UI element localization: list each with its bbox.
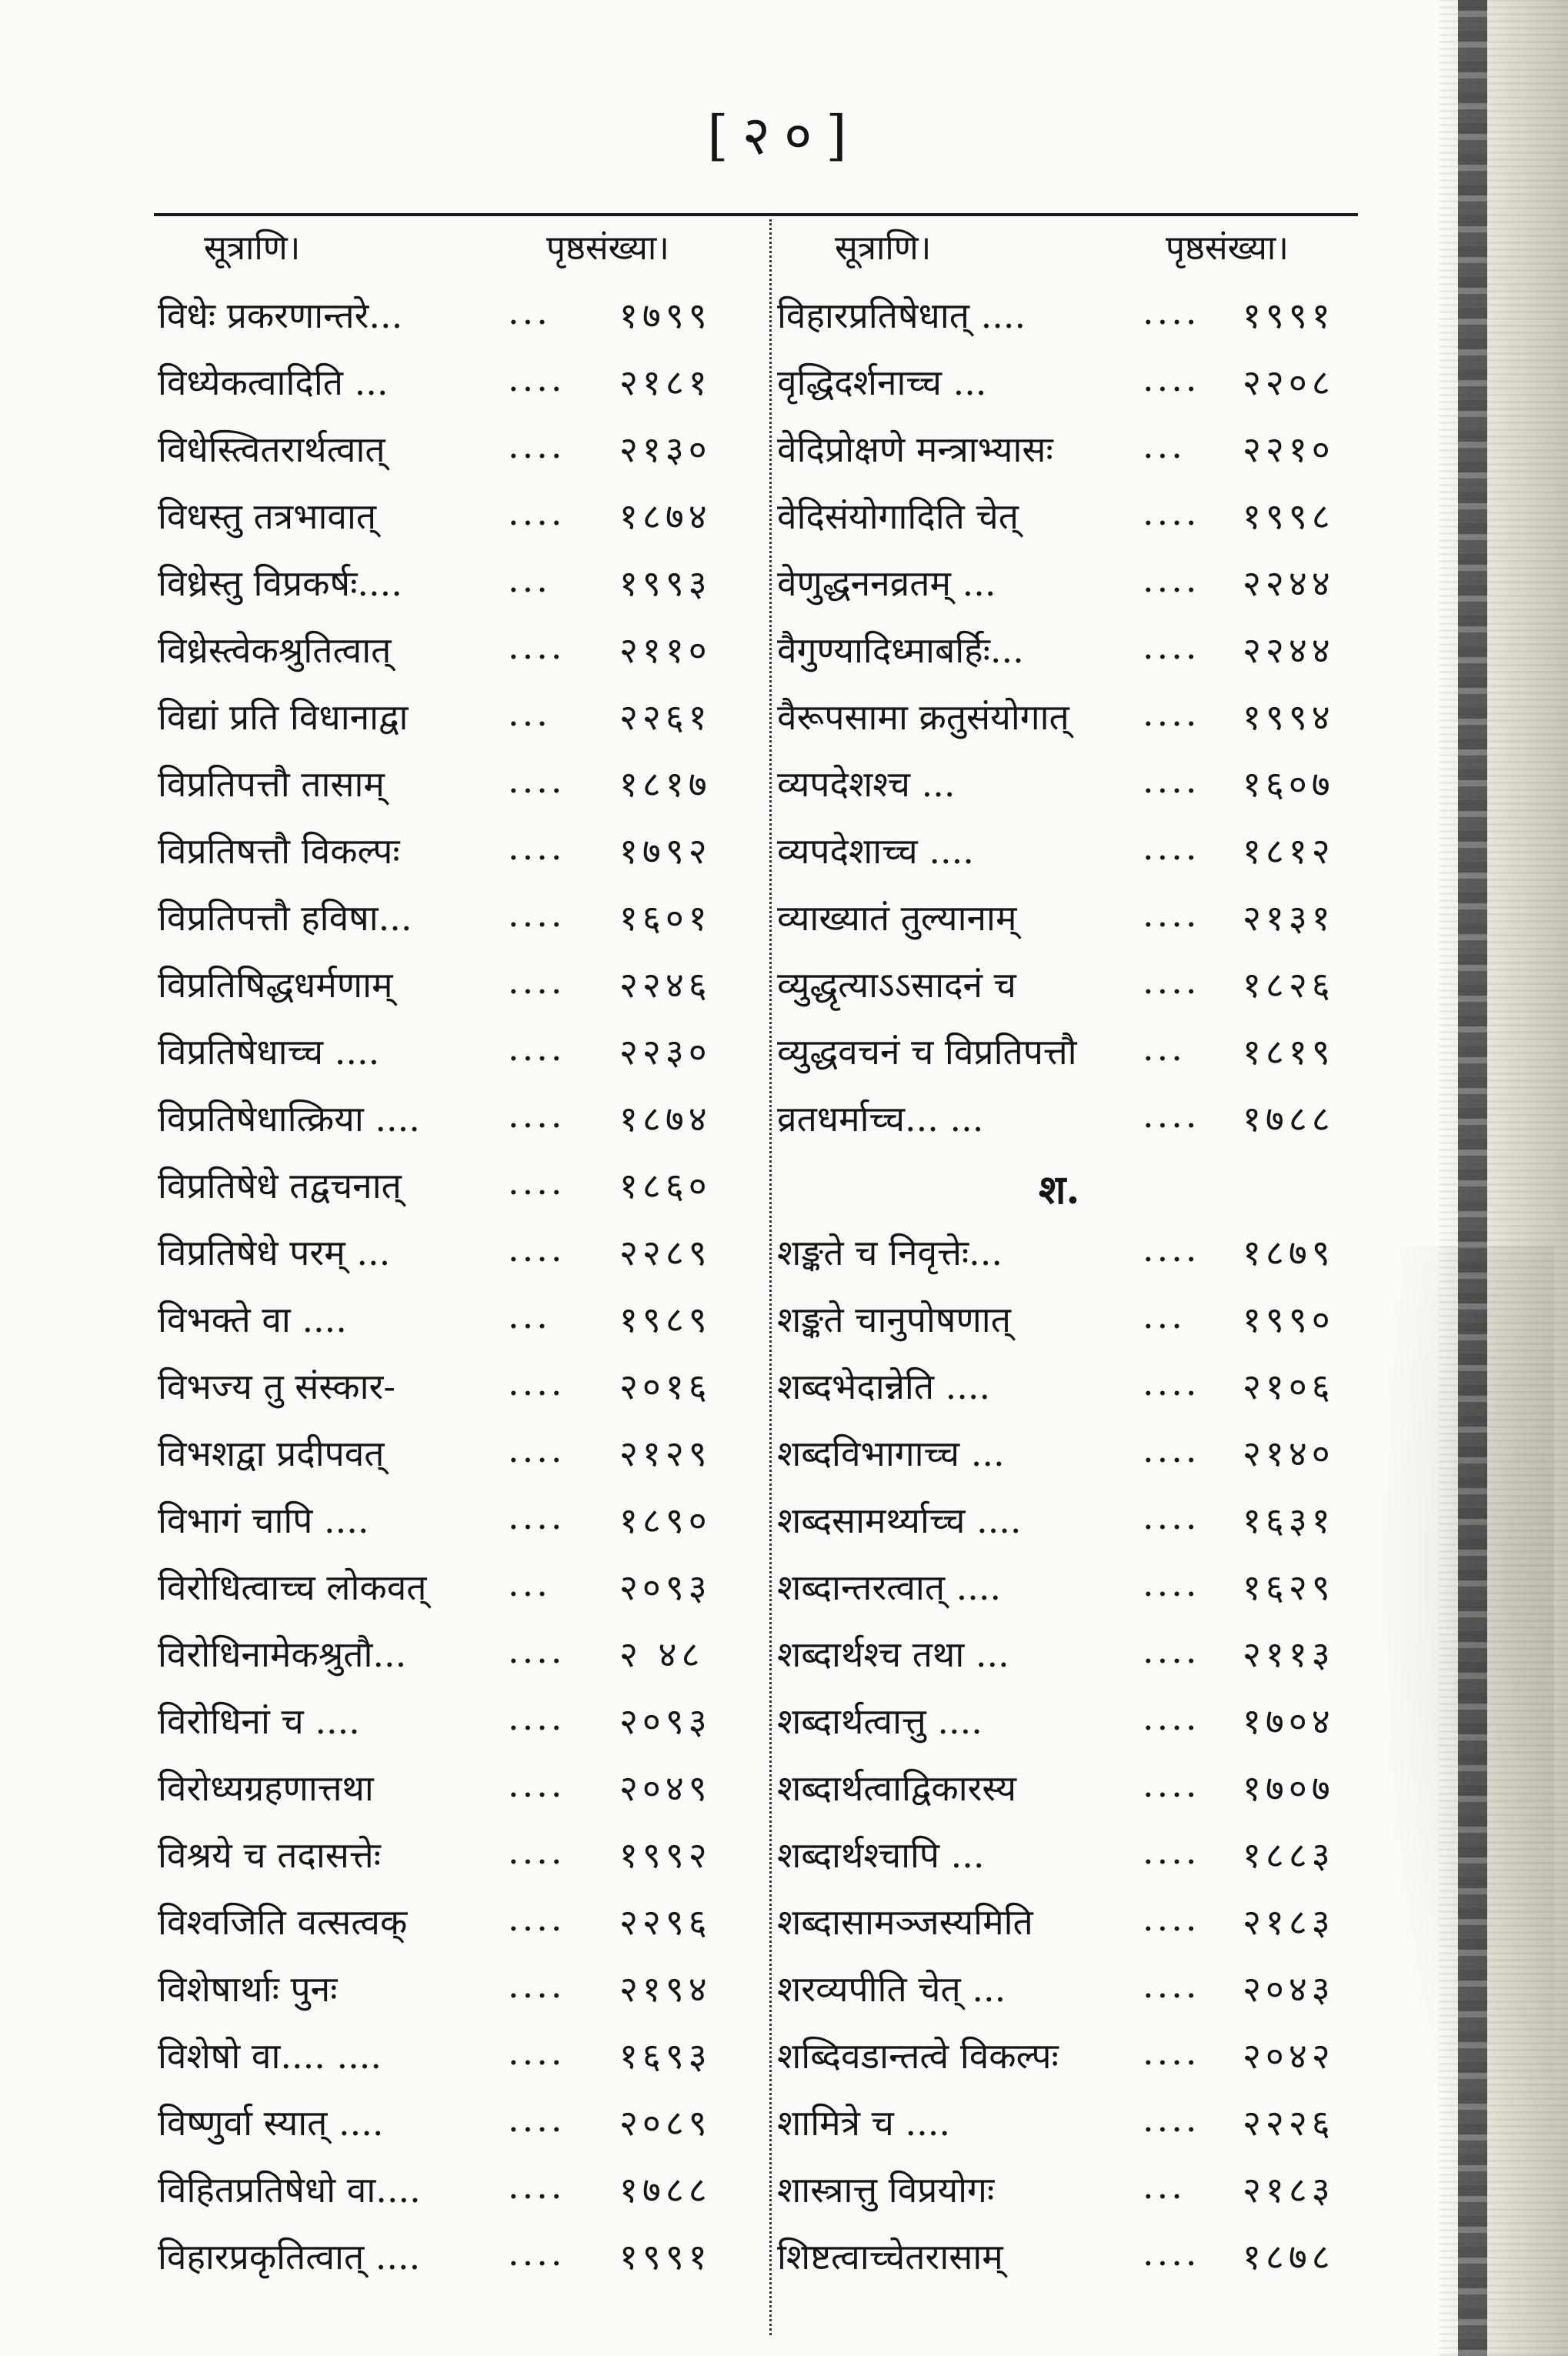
left-leader-dots: .... xyxy=(508,1094,565,1136)
left-leader-dots: ... xyxy=(508,692,551,734)
left-page-ref: २०८९ xyxy=(619,2102,712,2144)
right-leader-dots: .... xyxy=(1143,1697,1200,1738)
right-sutra-text: शब्दसामर्थ्याच्च .... xyxy=(777,1500,1022,1541)
left-leader-dots: .... xyxy=(508,1027,565,1069)
right-page-ref: २१८३ xyxy=(1243,1901,1335,1943)
right-page-ref: १८८३ xyxy=(1243,1834,1335,1876)
left-leader-dots: .... xyxy=(508,2098,565,2140)
right-index-row xyxy=(0,358,1568,422)
left-page-ref: २०९३ xyxy=(619,1700,712,1742)
left-page-ref: १८७४ xyxy=(619,496,712,537)
left-sutra-text: विष्णुर्वा स्यात् .... xyxy=(158,2102,384,2144)
left-leader-dots: .... xyxy=(508,1630,565,1671)
left-leader-dots: .... xyxy=(508,1897,565,1939)
right-page-ref: १९९० xyxy=(1243,1299,1335,1340)
left-column-heading: सूत्राणि। xyxy=(204,229,301,268)
right-sutra-text: शास्त्रात्तु विप्रयोगः xyxy=(777,2169,995,2211)
right-leader-dots: .... xyxy=(1143,1563,1200,1604)
right-leader-dots: .... xyxy=(1143,2232,1200,2274)
left-page-ref: २१२९ xyxy=(619,1433,712,1474)
right-page-ref: १६२९ xyxy=(1243,1567,1335,1608)
left-sutra-text: विध्येकत्वादिति ... xyxy=(158,362,389,403)
right-leader-dots: .... xyxy=(1143,1764,1200,1805)
right-leader-dots: .... xyxy=(1143,692,1200,734)
right-leader-dots: .... xyxy=(1143,291,1200,332)
top-rule xyxy=(154,213,1358,216)
left-index-row xyxy=(0,1161,1568,1226)
right-index-row xyxy=(0,893,1568,958)
right-page-ref: २२०८ xyxy=(1243,362,1335,403)
right-leader-dots: .... xyxy=(1143,826,1200,868)
left-page-ref: १९८९ xyxy=(619,1299,712,1340)
right-page-heading: पृष्ठसंख्या। xyxy=(1166,229,1289,268)
left-sutra-text: विश्रये च तदासत्तेः xyxy=(158,1834,381,1876)
left-page-ref: २ ४८ xyxy=(619,1634,705,1675)
left-sutra-text: विशेषार्थाः पुनः xyxy=(158,1968,338,2010)
left-leader-dots: ... xyxy=(508,291,551,332)
right-leader-dots: .... xyxy=(1143,2031,1200,2073)
right-index-row xyxy=(0,1697,1568,1761)
right-sutra-text: शब्दिवडान्तत्वे विकल्पः xyxy=(777,2035,1059,2077)
left-sutra-text: विप्रतिपत्तौ तासाम् xyxy=(158,763,385,805)
left-sutra-text: विशेषो वा.... .... xyxy=(158,2035,382,2077)
left-page-ref: २१८१ xyxy=(619,362,712,403)
right-leader-dots: .... xyxy=(1143,1094,1200,1136)
right-sutra-text: वैगुण्यादिध्माबर्हिः... xyxy=(777,629,1024,671)
right-leader-dots: .... xyxy=(1143,559,1200,600)
left-page-ref: २२९६ xyxy=(619,1901,712,1943)
left-sutra-text: विप्रतिपत्तौ हविषा... xyxy=(158,897,412,939)
right-index-row xyxy=(0,960,1568,1025)
right-index-row xyxy=(0,1964,1568,2029)
right-page-ref: २१४० xyxy=(1243,1433,1335,1474)
left-sutra-text: विप्रतिषिद्धधर्मणाम् xyxy=(158,964,393,1006)
right-index-row xyxy=(0,1094,1568,1159)
left-page-ref: १९९१ xyxy=(619,2236,712,2278)
right-leader-dots: .... xyxy=(1143,1362,1200,1403)
right-sutra-text: शिष्टत्वाच्चेतरासाम् xyxy=(777,2236,1003,2278)
right-leader-dots: .... xyxy=(1143,1897,1200,1939)
left-page-ref: २२४६ xyxy=(619,964,712,1006)
right-page-ref: १८७९ xyxy=(1243,1232,1335,1273)
section-heading: श. xyxy=(1039,1166,1080,1213)
left-leader-dots: .... xyxy=(508,1764,565,1805)
right-index-row xyxy=(0,1429,1568,1493)
right-column-heading: सूत्राणि। xyxy=(835,229,932,268)
left-leader-dots: ... xyxy=(508,559,551,600)
left-sutra-text: विद्यां प्रति विधानाद्वा xyxy=(158,696,409,738)
left-leader-dots: .... xyxy=(508,1496,565,1537)
left-leader-dots: .... xyxy=(508,492,565,533)
right-index-row xyxy=(0,2031,1568,2096)
right-sutra-text: शरव्यपीति चेत् ... xyxy=(777,1968,1006,2010)
right-sutra-text: वेदिसंयोगादिति चेत् xyxy=(777,496,1019,537)
right-sutra-text: शब्दभेदान्नेति .... xyxy=(777,1366,991,1407)
right-page-ref: २२४४ xyxy=(1243,562,1335,604)
left-leader-dots: .... xyxy=(508,2232,565,2274)
left-page-ref: २२३० xyxy=(619,1031,712,1073)
right-leader-dots: .... xyxy=(1143,893,1200,935)
left-page-ref: २१९४ xyxy=(619,1968,712,2010)
right-index-row xyxy=(0,1362,1568,1427)
right-sutra-text: व्यपदेशाच्च .... xyxy=(777,830,974,872)
left-sutra-text: विध्रेस्त्वेकश्रुतित्वात् xyxy=(158,629,392,671)
right-sutra-text: व्यपदेशश्च ... xyxy=(777,763,956,805)
right-page-ref: २२१० xyxy=(1243,429,1335,470)
left-sutra-text: विरोधित्वाच्च लोकवत् xyxy=(158,1567,427,1608)
left-sutra-text: विधेस्त्वितरार्थत्वात् xyxy=(158,429,385,470)
left-leader-dots: .... xyxy=(508,893,565,935)
left-leader-dots: .... xyxy=(508,1362,565,1403)
left-leader-dots: .... xyxy=(508,425,565,466)
left-leader-dots: .... xyxy=(508,2031,565,2073)
left-leader-dots: .... xyxy=(508,358,565,399)
right-page-ref: २२४४ xyxy=(1243,629,1335,671)
left-sutra-text: विरोधिनां च .... xyxy=(158,1700,360,1742)
right-page-ref: १८२६ xyxy=(1243,964,1335,1006)
left-sutra-text: विप्रतिषेधात्क्रिया .... xyxy=(158,1098,420,1140)
right-sutra-text: शङ्कते चानुपोषणात् xyxy=(777,1299,1011,1340)
left-sutra-text: विध्रेस्तु विप्रकर्षः.... xyxy=(158,562,402,604)
right-index-row xyxy=(0,2098,1568,2163)
left-sutra-text: विप्रतिषेधे परम् ... xyxy=(158,1232,391,1273)
right-page-ref: २१८३ xyxy=(1243,2169,1335,2211)
left-sutra-text: विहारप्रकृतित्वात् .... xyxy=(158,2236,421,2278)
right-leader-dots: .... xyxy=(1143,2098,1200,2140)
right-page-ref: १८७८ xyxy=(1243,2236,1335,2278)
right-index-row xyxy=(0,2165,1568,2230)
right-leader-dots: .... xyxy=(1143,759,1200,801)
left-sutra-text: विधेः प्रकरणान्तरे... xyxy=(158,295,403,336)
right-leader-dots: .... xyxy=(1143,1228,1200,1270)
left-page-ref: १८७४ xyxy=(619,1098,712,1140)
right-index-row xyxy=(0,626,1568,690)
right-leader-dots: .... xyxy=(1143,626,1200,667)
left-page-ref: २०१६ xyxy=(619,1366,712,1407)
left-sutra-text: विधस्तु तत्रभावात् xyxy=(158,496,377,537)
left-sutra-text: विभक्ते वा .... xyxy=(158,1299,347,1340)
right-index-row xyxy=(0,425,1568,489)
left-leader-dots: ... xyxy=(508,1295,551,1337)
right-index-row xyxy=(0,1496,1568,1560)
left-page-ref: १६०१ xyxy=(619,897,712,939)
left-page-ref: २०९३ xyxy=(619,1567,712,1608)
left-page-ref: १९९३ xyxy=(619,562,712,604)
left-leader-dots: .... xyxy=(508,1830,565,1872)
left-sutra-text: विभशद्वा प्रदीपवत् xyxy=(158,1433,385,1474)
right-sutra-text: व्रतधर्माच्च... ... xyxy=(777,1098,984,1140)
right-index-row xyxy=(0,759,1568,824)
left-page-ref: १८६० xyxy=(619,1165,712,1206)
right-page-ref: २१३१ xyxy=(1243,897,1335,939)
right-sutra-text: व्याख्यातं तुल्यानाम् xyxy=(777,897,1017,939)
right-sutra-text: शङ्कते च निवृत्तेः... xyxy=(777,1232,1003,1273)
right-leader-dots: ... xyxy=(1143,1295,1186,1337)
left-sutra-text: विश्वजिति वत्सत्वक् xyxy=(158,1901,408,1943)
right-page-ref: १९९४ xyxy=(1243,696,1335,738)
left-leader-dots: .... xyxy=(508,960,565,1002)
left-sutra-text: विभागं चापि .... xyxy=(158,1500,369,1541)
right-index-row xyxy=(0,692,1568,757)
right-index-row xyxy=(0,291,1568,355)
right-index-row xyxy=(0,1295,1568,1360)
right-leader-dots: .... xyxy=(1143,1964,1200,2006)
right-leader-dots: ... xyxy=(1143,1027,1186,1069)
right-sutra-text: शब्दार्थत्वाद्विकारस्य xyxy=(777,1767,1017,1809)
right-index-row xyxy=(0,559,1568,623)
left-leader-dots: .... xyxy=(508,1161,565,1203)
left-sutra-text: विप्रतिषत्तौ विकल्पः xyxy=(158,830,400,872)
right-page-ref: २२२६ xyxy=(1243,2102,1335,2144)
right-page-ref: १८१२ xyxy=(1243,830,1335,872)
right-page-ref: १८१९ xyxy=(1243,1031,1335,1073)
right-page-ref: २१०६ xyxy=(1243,1366,1335,1407)
left-page-ref: १७९२ xyxy=(619,830,712,872)
right-leader-dots: .... xyxy=(1143,1630,1200,1671)
right-sutra-text: शामित्रे च .... xyxy=(777,2102,950,2144)
right-page-ref: २११३ xyxy=(1243,1634,1335,1675)
right-page-ref: २०४३ xyxy=(1243,1968,1335,2010)
right-index-row xyxy=(0,1563,1568,1627)
right-index-row xyxy=(0,1027,1568,1092)
left-sutra-text: विरोध्यग्रहणात्तथा xyxy=(158,1767,374,1809)
left-page-ref: १७८८ xyxy=(619,2169,712,2211)
right-sutra-text: व्युद्धवचनं च विप्रतिपत्तौ xyxy=(777,1031,1077,1073)
right-page-ref: १७८८ xyxy=(1243,1098,1335,1140)
right-page-ref: २०४२ xyxy=(1243,2035,1335,2077)
left-page-ref: २०४९ xyxy=(619,1767,712,1809)
right-index-row xyxy=(0,826,1568,891)
left-page-ref: १६९३ xyxy=(619,2035,712,2077)
left-leader-dots: .... xyxy=(508,1228,565,1270)
right-leader-dots: ... xyxy=(1143,2165,1186,2207)
right-sutra-text: शब्दार्थश्चापि ... xyxy=(777,1834,985,1876)
left-sutra-text: विभज्य तु संस्कार- xyxy=(158,1366,395,1407)
page-number: [२०] xyxy=(707,104,861,167)
left-leader-dots: .... xyxy=(508,1697,565,1738)
right-sutra-text: व्युद्धृत्याऽऽसादनं च xyxy=(777,964,1016,1006)
right-page-ref: १९९८ xyxy=(1243,496,1335,537)
left-sutra-text: विरोधिनामेकश्रुतौ... xyxy=(158,1634,407,1675)
left-page-ref: १८१७ xyxy=(619,763,712,805)
left-page-ref: १९९२ xyxy=(619,1834,712,1876)
right-page-ref: १९९१ xyxy=(1243,295,1335,336)
left-page-heading: पृष्ठसंख्या। xyxy=(546,229,669,268)
right-sutra-text: शब्दविभागाच्च ... xyxy=(777,1433,1005,1474)
left-page-ref: १८९० xyxy=(619,1500,712,1541)
right-page-ref: १७०४ xyxy=(1243,1700,1335,1742)
right-sutra-text: शब्दान्तरत्वात् .... xyxy=(777,1567,1002,1608)
right-sutra-text: वेदिप्रोक्षणे मन्त्राभ्यासः xyxy=(777,429,1053,470)
left-leader-dots: ... xyxy=(508,1563,551,1604)
right-sutra-text: वृद्धिदर्शनाच्च ... xyxy=(777,362,987,403)
left-page-ref: १७९९ xyxy=(619,295,712,336)
left-sutra-text: विप्रतिषेधाच्च .... xyxy=(158,1031,380,1073)
right-leader-dots: .... xyxy=(1143,1496,1200,1537)
left-page-ref: २२८९ xyxy=(619,1232,712,1273)
right-index-row xyxy=(0,1630,1568,1694)
right-sutra-text: शब्दार्थत्वात्तु .... xyxy=(777,1700,983,1742)
right-index-row xyxy=(0,1897,1568,1962)
left-leader-dots: .... xyxy=(508,759,565,801)
left-leader-dots: .... xyxy=(508,826,565,868)
right-leader-dots: .... xyxy=(1143,492,1200,533)
left-leader-dots: .... xyxy=(508,2165,565,2207)
right-sutra-text: वैरूपसामा क्रतुसंयोगात् xyxy=(777,696,1069,738)
right-sutra-text: विहारप्रतिषेधात् .... xyxy=(777,295,1026,336)
right-leader-dots: ... xyxy=(1143,425,1186,466)
right-sutra-text: शब्दासामञ्जस्यमिति xyxy=(777,1901,1033,1943)
right-sutra-text: वेणुद्धननव्रतम् ... xyxy=(777,562,996,604)
right-index-row xyxy=(0,1228,1568,1293)
right-index-row xyxy=(0,1764,1568,1828)
right-index-row xyxy=(0,1830,1568,1895)
right-leader-dots: .... xyxy=(1143,960,1200,1002)
left-leader-dots: .... xyxy=(508,1429,565,1470)
right-page-ref: १६०७ xyxy=(1243,763,1335,805)
left-sutra-text: विप्रतिषेधे तद्वचनात् xyxy=(158,1165,402,1206)
right-page-ref: १६३१ xyxy=(1243,1500,1335,1541)
right-sutra-text: शब्दार्थश्च तथा ... xyxy=(777,1634,1009,1675)
right-leader-dots: .... xyxy=(1143,1429,1200,1470)
right-page-ref: १७०७ xyxy=(1243,1767,1335,1809)
right-index-row xyxy=(0,492,1568,556)
right-leader-dots: .... xyxy=(1143,1830,1200,1872)
left-leader-dots: .... xyxy=(508,1964,565,2006)
left-page-ref: २११० xyxy=(619,629,712,671)
right-leader-dots: .... xyxy=(1143,358,1200,399)
right-index-row xyxy=(0,2232,1568,2297)
left-leader-dots: .... xyxy=(508,626,565,667)
left-sutra-text: विहितप्रतिषेधो वा.... xyxy=(158,2169,421,2211)
left-page-ref: २१३० xyxy=(619,429,712,470)
left-page-ref: २२६१ xyxy=(619,696,712,738)
